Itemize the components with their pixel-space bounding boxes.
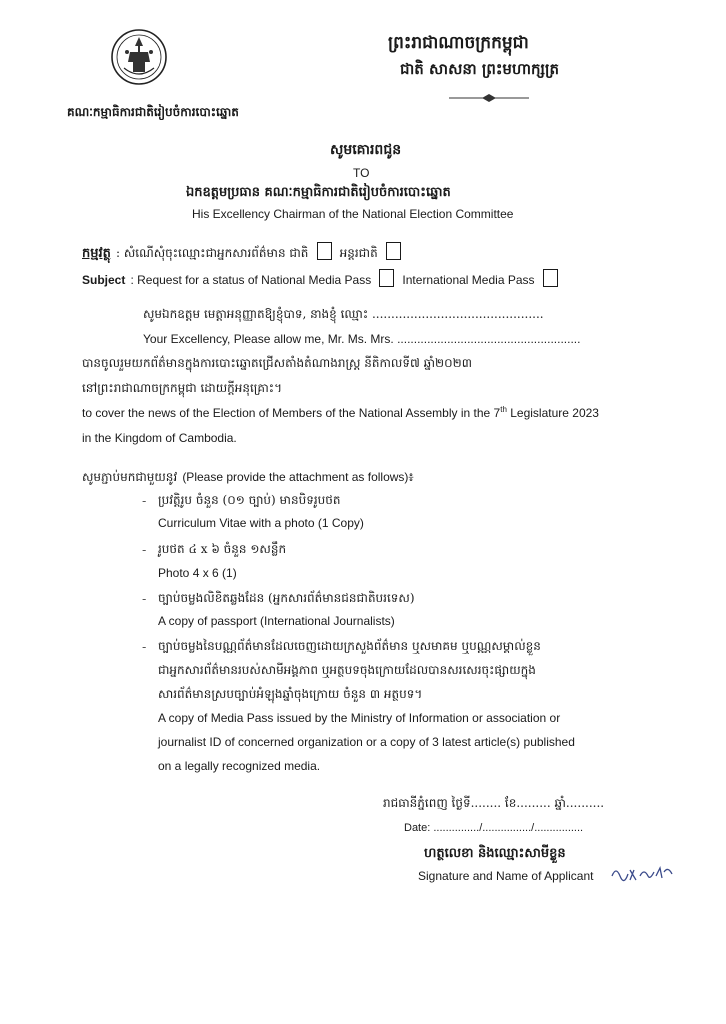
national-checkbox-kh[interactable]	[317, 242, 332, 260]
attachment-1-en: Curriculum Vitae with a photo (1 Copy)	[158, 516, 364, 530]
subject-intl-kh: អន្តរជាតិ	[339, 246, 378, 260]
body-line3-kh: នៅព្រះរាជាណាចក្រកម្ពុជា ដោយក្តីអនុគ្រោះ។	[82, 381, 282, 395]
bullet-dash: -	[142, 494, 147, 508]
attachment-4-en-2: journalist ID of concerned organization or a copy of 3 latest article(s) published	[158, 735, 575, 749]
motto-kh: ជាតិ សាសនា ព្រះមហាក្សត្រ	[400, 60, 559, 78]
national-checkbox-en[interactable]	[379, 269, 394, 287]
body-line2-kh: បានចូលរួមយកព័ត៌មានក្នុងការបោះឆ្នោតជ្រើសតាំងតំណាងរាស្ត្រ នីតិកាលទី៧ ឆ្នាំ២០២៣	[82, 356, 472, 370]
signature-label-en: Signature and Name of Applicant	[418, 869, 594, 883]
attachment-4-kh-1: ច្បាប់ចម្លងនៃបណ្ណព័ត៌មានដែលចេញដោយក្រសួងព័ត៌មាន ឬសមាគម ឬបណ្ណសម្គាល់ខ្លួន	[158, 639, 541, 653]
place-date-kh: រាជធានីភ្នំពេញ ថ្ងៃទី........ ខែ......... ឆ្នាំ..........	[383, 796, 605, 810]
committee-name-kh: គណៈកម្មាធិការជាតិរៀបចំការបោះឆ្នោត	[67, 105, 239, 119]
body-line2-en	[82, 405, 599, 420]
subject-label-en: Subject	[82, 273, 126, 287]
subject-intl-en: International Media Pass	[402, 273, 535, 287]
subject-label-kh: កម្មវត្ថុ	[82, 246, 111, 261]
attachment-4-en-1: A copy of Media Pass issued by the Ministry of Information or association or	[158, 711, 561, 725]
attachment-3-en: A copy of passport (International Journalists)	[158, 614, 395, 628]
date-en: Date: .............../................/................	[404, 822, 584, 834]
handwritten-signature	[610, 862, 674, 886]
subject-kh-line	[82, 242, 404, 264]
attachment-1-kh: ប្រវត្តិរូប ចំនួន (០១ ច្បាប់) មានបិទរូបថត	[158, 493, 341, 507]
subject-text-en: : Request for a status of National Media Pass	[130, 273, 372, 287]
attachment-4-en-3: on a legally recognized media.	[158, 759, 321, 773]
kingdom-title-kh: ព្រះរាជាណាចក្រកម្ពុជា	[388, 33, 529, 53]
international-checkbox-en[interactable]	[543, 269, 558, 287]
international-checkbox-kh[interactable]	[386, 242, 401, 260]
attachment-2-kh: រូបថត ៤ x ៦ ចំនួន ១សន្លឹក	[158, 542, 287, 556]
body-line2-en-a: to cover the news of the Election of Members of the National Assembly in the 7	[82, 406, 501, 420]
emblem-logo	[110, 28, 168, 86]
ornament-divider	[449, 88, 529, 98]
body-line2-en-sup: th	[500, 405, 507, 414]
body-line1-en: Your Excellency, Please allow me, Mr. Ms. Mrs. .......................................................	[143, 332, 581, 346]
body-line2-en-b: Legislature 2023	[506, 406, 599, 420]
to-label: TO	[353, 166, 370, 180]
attachments-intro	[82, 466, 414, 487]
subject-en-line	[82, 269, 561, 288]
bullet-dash: -	[142, 592, 147, 606]
body-line1-kh: សូមឯកឧត្តម មេត្តាអនុញ្ញាតឱ្យខ្ញុំបាទ, នាងខ្ញុំ ឈ្មោះ .............................................	[143, 307, 544, 321]
signature-label-kh: ហត្ថលេខា និងឈ្មោះសាមីខ្លួន	[424, 846, 566, 861]
body-line3-en: in the Kingdom of Cambodia.	[82, 431, 237, 445]
attachment-4-kh-2: ជាអ្នកសារព័ត៌មានរបស់សាមីអង្គភាព ឬអត្ថបទចុងក្រោយដែលបានសរសេរចុះផ្សាយក្នុង	[158, 663, 536, 677]
attachments-intro-en: (Please provide the attachment as follows)៖	[182, 470, 414, 484]
subject-text-kh: : សំណើសុំចុះឈ្មោះជាអ្នកសារព័ត៌មាន ជាតិ	[115, 246, 309, 260]
attachment-2-en: Photo 4 x 6 (1)	[158, 566, 237, 580]
bullet-dash: -	[142, 543, 147, 557]
recipient-kh: ឯកឧត្តមប្រធាន គណៈកម្មាធិការជាតិរៀបចំការបោះឆ្នោត	[186, 185, 451, 200]
election-committee-emblem-icon	[110, 28, 168, 86]
respect-heading-kh: សូមគោរពជូន	[330, 142, 402, 158]
attachments-intro-kh: សូមភ្ជាប់មកជាមួយនូវ	[82, 470, 178, 484]
attachment-3-kh: ច្បាប់ចម្លងលិខិតឆ្លងដែន (អ្នកសារព័ត៌មានជនជាតិបរទេស)	[158, 591, 415, 605]
attachment-4-kh-3: សារព័ត៌មានស្របច្បាប់អំឡុងឆ្នាំចុងក្រោយ ចំនួន ៣ អត្ថបទ។	[158, 687, 423, 701]
recipient-en: His Excellency Chairman of the National Election Committee	[192, 207, 514, 221]
bullet-dash: -	[142, 640, 147, 654]
